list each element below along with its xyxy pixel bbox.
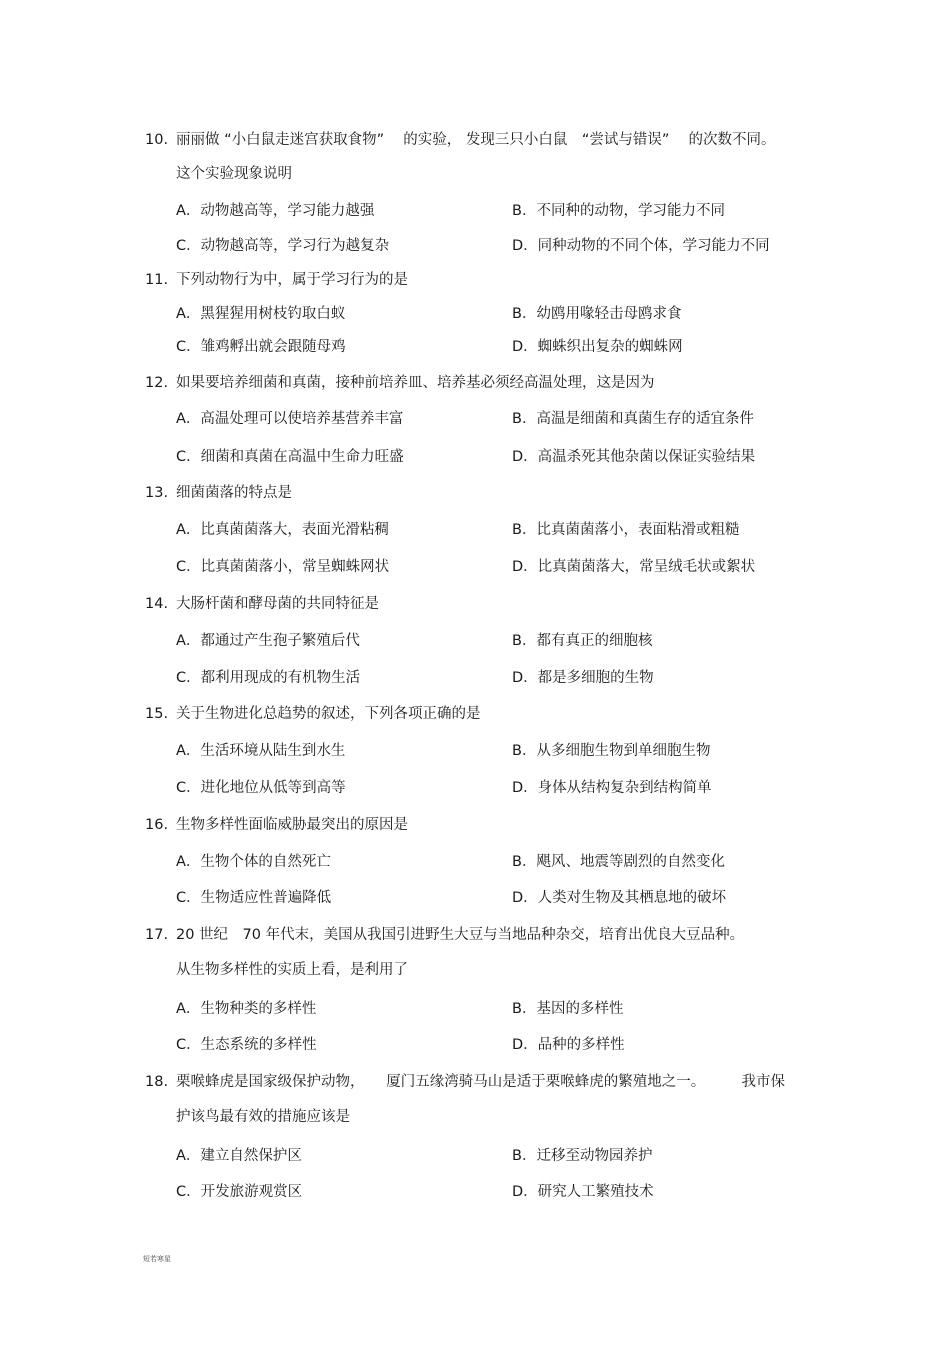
option-d: D．都是多细胞的生物 bbox=[512, 670, 654, 686]
question-text: 20 世纪 70 年代末，美国从我国引进野生大豆与当地品种杂交，培育出优良大豆品种。 bbox=[176, 927, 745, 943]
question-text: 细菌菌落的特点是 bbox=[176, 485, 292, 501]
option-c: C．开发旅游观赏区 bbox=[176, 1184, 303, 1200]
option-d: D．身体从结构复杂到结构简单 bbox=[512, 780, 712, 796]
question-number: 16. bbox=[145, 817, 169, 833]
question-text: 大肠杆菌和酵母菌的共同特征是 bbox=[176, 596, 379, 612]
option-b: B．不同种的动物，学习能力不同 bbox=[512, 203, 725, 219]
question-text: 如果要培养细菌和真菌，接种前培养皿、培养基必须经高温处理，这是因为 bbox=[176, 375, 655, 391]
option-a: A．高温处理可以使培养基营养丰富 bbox=[176, 411, 404, 427]
option-a: A．生活环境从陆生到水生 bbox=[176, 743, 346, 759]
option-a: A．生物个体的自然死亡 bbox=[176, 854, 331, 870]
option-c: C．都利用现成的有机物生活 bbox=[176, 670, 361, 686]
option-d: D．研究人工繁殖技术 bbox=[512, 1184, 654, 1200]
question-text: 生物多样性面临威胁最突出的原因是 bbox=[176, 817, 408, 833]
question-number: 11. bbox=[145, 272, 169, 288]
option-d: D．同种动物的不同个体，学习能力不同 bbox=[512, 238, 770, 254]
option-d: D．高温杀死其他杂菌以保证实验结果 bbox=[512, 449, 756, 465]
option-d: D．比真菌菌落大，常呈绒毛状或絮状 bbox=[512, 559, 756, 575]
option-d: D．品种的多样性 bbox=[512, 1037, 625, 1053]
option-a: A．黑猩猩用树枝钓取白蚁 bbox=[176, 306, 346, 322]
option-c: C．生态系统的多样性 bbox=[176, 1037, 317, 1053]
question-number: 13. bbox=[145, 485, 169, 501]
option-a: A．动物越高等，学习能力越强 bbox=[176, 203, 375, 219]
question-text: 丽丽做 “小白鼠走迷宫获取食物” 的实验， 发现三只小白鼠 “尝试与错误” 的次数不同。 bbox=[176, 132, 776, 148]
option-b: B．飓风、地震等剧烈的自然变化 bbox=[512, 854, 725, 870]
question-text-continued: 这个实验现象说明 bbox=[176, 166, 292, 182]
option-c: C．生物适应性普遍降低 bbox=[176, 890, 332, 906]
option-c: C．雏鸡孵出就会跟随母鸡 bbox=[176, 339, 346, 355]
question-number: 18. bbox=[145, 1074, 169, 1090]
option-b: B．都有真正的细胞核 bbox=[512, 633, 653, 649]
option-b: B．比真菌菌落小，表面粘滑或粗糙 bbox=[512, 522, 740, 538]
question-number: 15. bbox=[145, 706, 169, 722]
question-text: 关于生物进化总趋势的叙述，下列各项正确的是 bbox=[176, 706, 481, 722]
option-c: C．比真菌菌落小，常呈蜘蛛网状 bbox=[176, 559, 390, 575]
question-text-continued: 护该鸟最有效的措施应该是 bbox=[176, 1109, 350, 1125]
option-a: A．建立自然保护区 bbox=[176, 1148, 302, 1164]
option-c: C．进化地位从低等到高等 bbox=[176, 780, 346, 796]
page-footer: 短若寒星 bbox=[143, 1255, 171, 1263]
question-text: 下列动物行为中，属于学习行为的是 bbox=[176, 272, 408, 288]
option-b: B．从多细胞生物到单细胞生物 bbox=[512, 743, 711, 759]
option-c: C．动物越高等，学习行为越复杂 bbox=[176, 238, 390, 254]
question-number: 12. bbox=[145, 375, 169, 391]
question-text: 栗喉蜂虎是国家级保护动物， 厦门五缘湾骑马山是适于栗喉蜂虎的繁殖地之一。 我市保 bbox=[176, 1074, 785, 1090]
question-text-continued: 从生物多样性的实质上看，是利用了 bbox=[176, 962, 408, 978]
option-d: D．人类对生物及其栖息地的破坏 bbox=[512, 890, 727, 906]
option-b: B．基因的多样性 bbox=[512, 1001, 624, 1017]
option-b: B．幼鸥用喙轻击母鸥求食 bbox=[512, 306, 682, 322]
question-number: 17. bbox=[145, 927, 169, 943]
option-b: B．高温是细菌和真菌生存的适宜条件 bbox=[512, 411, 754, 427]
option-b: B．迁移至动物园养护 bbox=[512, 1148, 653, 1164]
option-c: C．细菌和真菌在高温中生命力旺盛 bbox=[176, 449, 404, 465]
question-number: 14. bbox=[145, 596, 169, 612]
option-a: A．比真菌菌落大，表面光滑粘稠 bbox=[176, 522, 389, 538]
option-d: D．蜘蛛织出复杂的蜘蛛网 bbox=[512, 339, 683, 355]
option-a: A．生物种类的多样性 bbox=[176, 1001, 317, 1017]
question-number: 10. bbox=[145, 132, 169, 148]
option-a: A．都通过产生孢子繁殖后代 bbox=[176, 633, 360, 649]
